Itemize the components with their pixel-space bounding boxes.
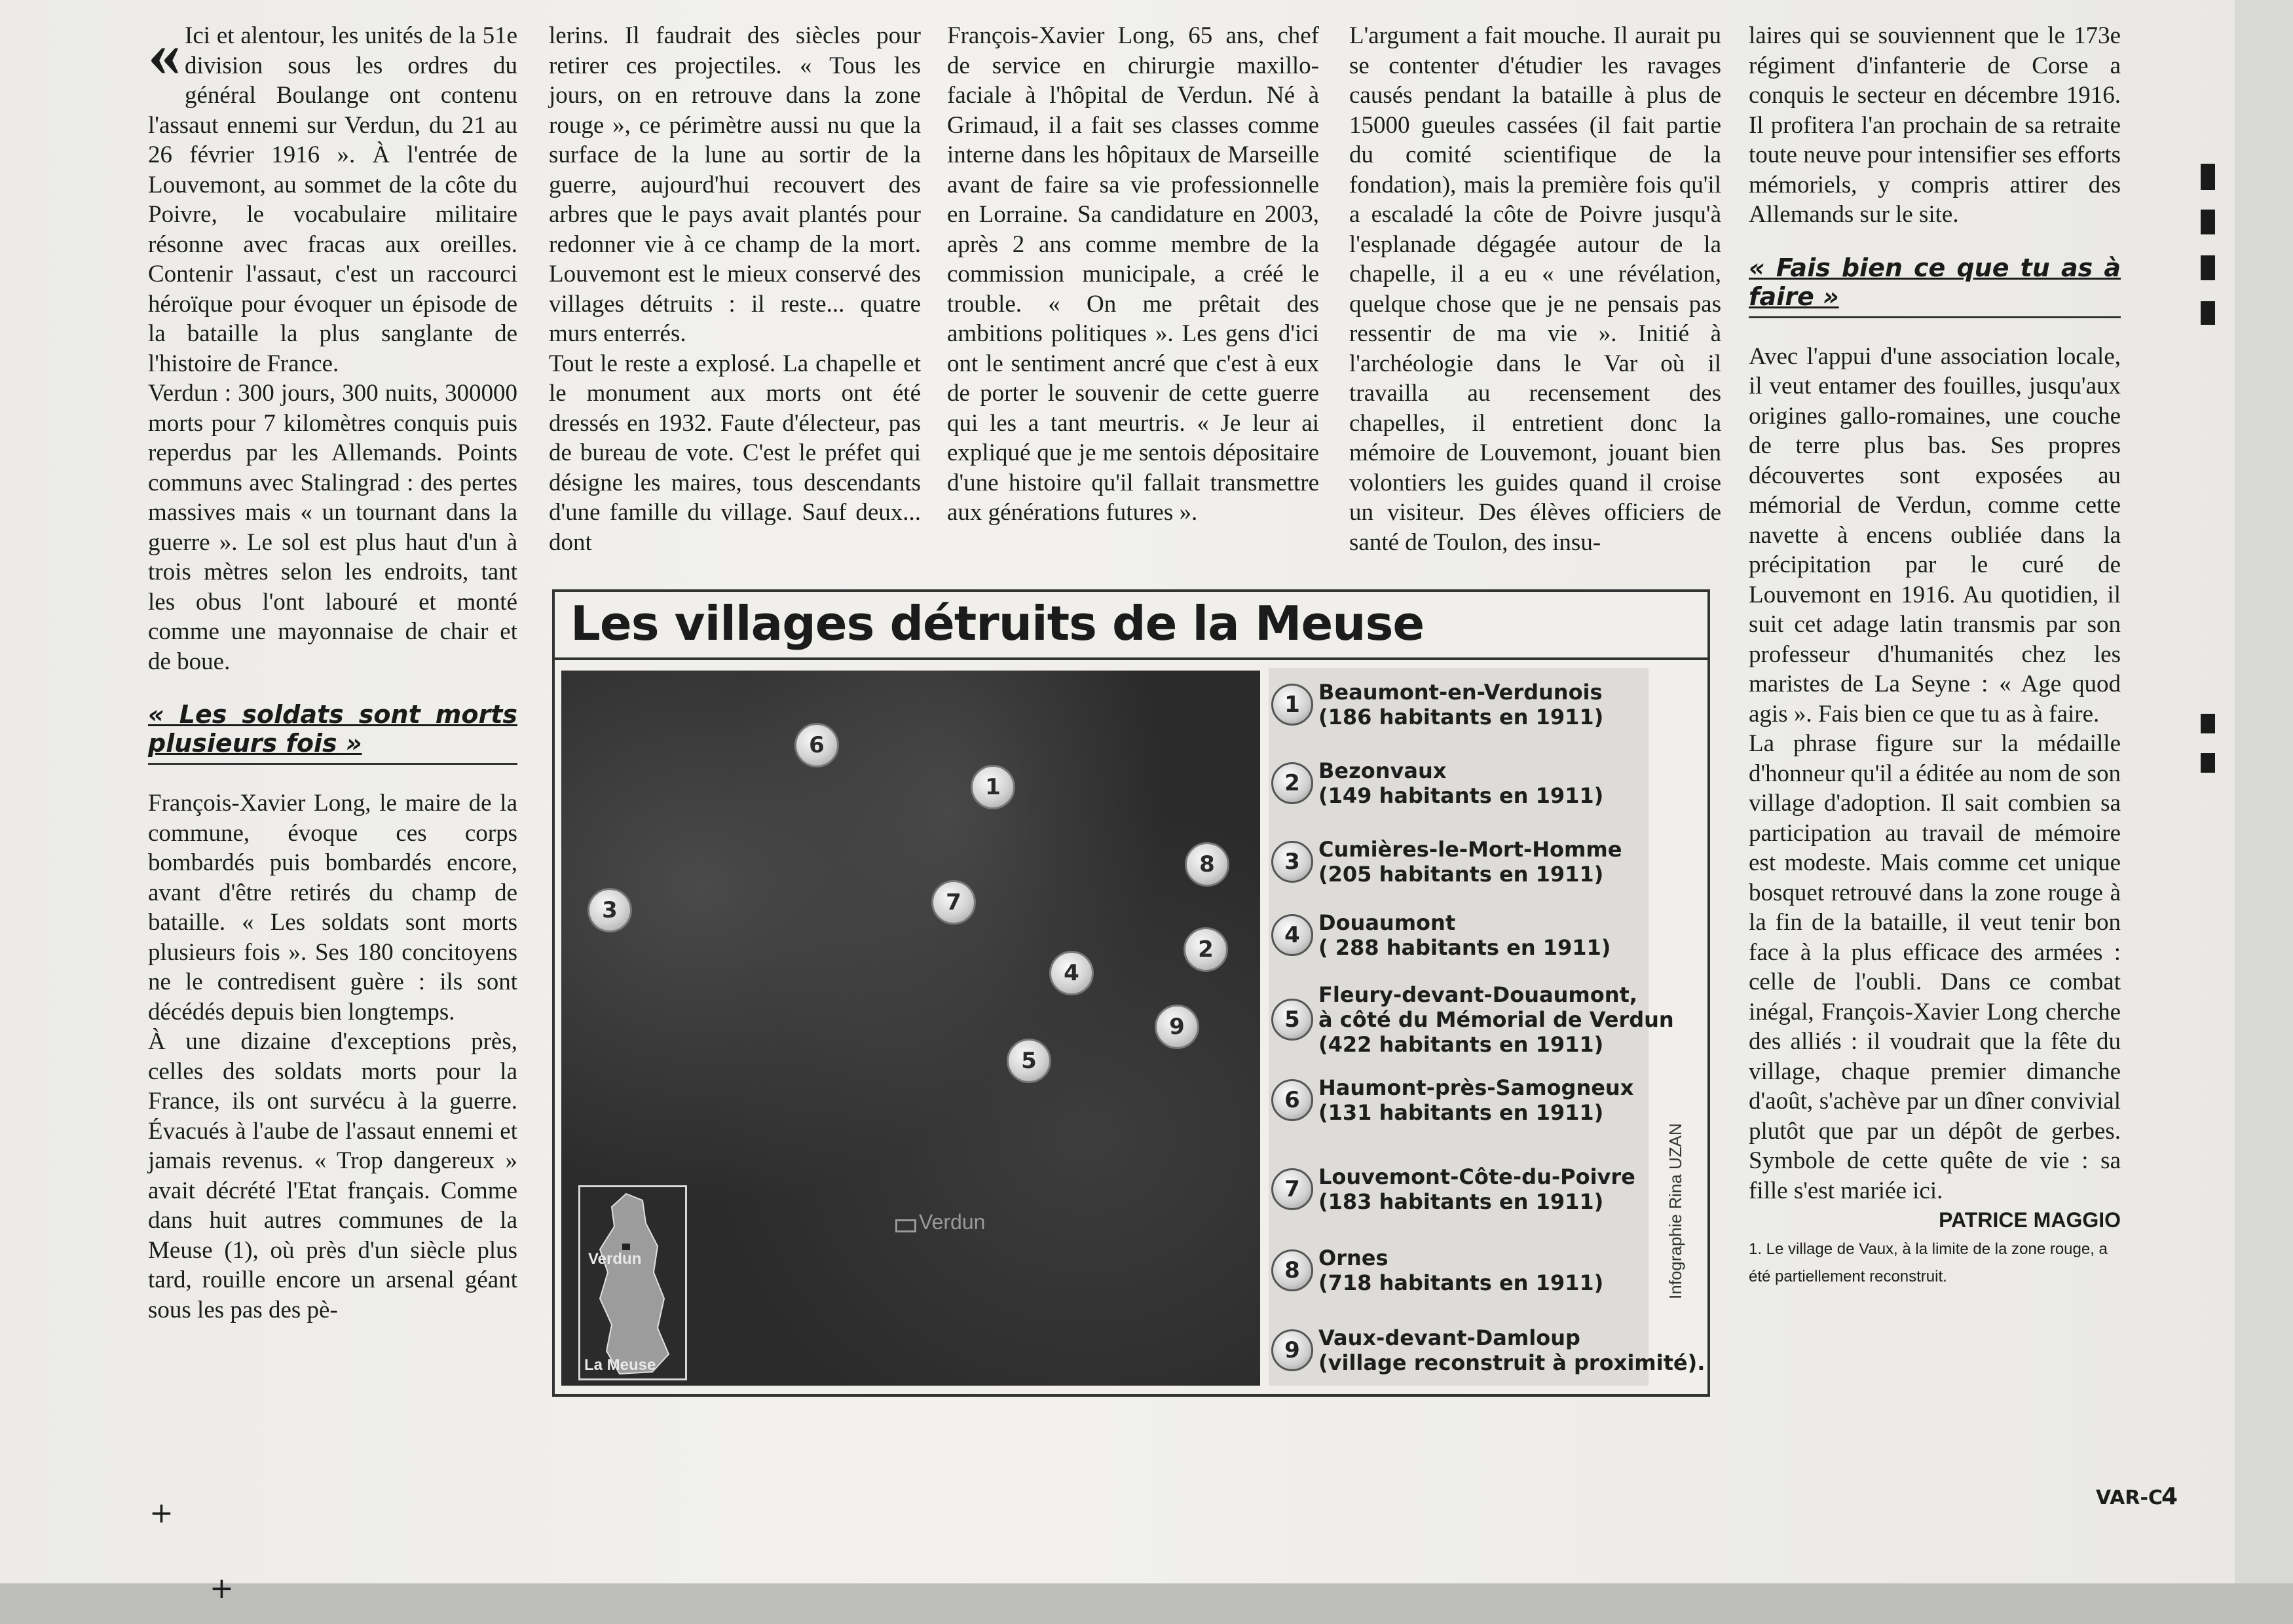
paragraph: lerins. Il faudrait des siècles pour retirer ces projectiles. « Tous les jours, on en retrouve dans la zone rouge », ce périmètre aussi nu que la surface de la lune au sortir de la guerre, aujourd'hui recouvert des arbres que le pays avait plantés pour redonner vie à ce champ de la mort. Louvemont est le mieux conservé des villages détruits : il reste... quatre murs enterrés. <box>549 22 921 347</box>
crop-mark <box>2201 164 2215 190</box>
map-marker: 7 <box>931 880 976 925</box>
legend-text: Ornes (718 habitants en 1911) <box>1318 1246 1604 1295</box>
legend-item <box>1271 758 1603 808</box>
legend-item <box>1271 1246 1603 1295</box>
article-column-5 <box>1749 21 2121 1291</box>
inset-label: La Meuse <box>584 1356 656 1374</box>
page-number: 4 <box>2161 1483 2178 1510</box>
crop-mark <box>2201 753 2215 773</box>
article-intro: « Ici et alentour, les unités de la 51e division sous les ordres du général Boulange ont contenu l'assaut ennemi sur Verdun, du 21 au 26 février 1916 ». À l'entrée de Louvemont, au sommet de la côte du Poivre, le vocabulaire militaire résonne avec fracas aux oreilles. Contenir l'assaut, c'est un raccourci héroïque pour évoquer un épisode de la bataille la plus sanglante de l'histoire de France. <box>148 17 517 377</box>
legend-number: 1 <box>1271 684 1313 726</box>
meuse-inset-map <box>578 1185 687 1380</box>
footnote: 1. Le village de Vaux, à la limite de la zone rouge, a été partiellement reconstruit. <box>1749 1240 2108 1285</box>
legend-text: Cumières-le-Mort-Homme (205 habitants en 1911) <box>1318 837 1622 887</box>
legend-item <box>1271 680 1603 729</box>
legend-text: Beaumont-en-Verdunois (186 habitants en 1911) <box>1318 680 1604 729</box>
meuse-outline-icon <box>580 1187 685 1378</box>
legend-text: Bezonvaux (149 habitants en 1911) <box>1318 758 1604 808</box>
map-marker: 5 <box>1007 1039 1051 1083</box>
author-signature: PATRICE MAGGIO <box>1939 1208 2121 1232</box>
legend-text: Haumont-près-Samogneux (131 habitants en 1911) <box>1318 1075 1634 1125</box>
legend-text: Vaux-devant-Damloup (village reconstruit à proximité). <box>1318 1325 1706 1375</box>
article-column-4 <box>1349 21 1721 557</box>
crop-mark <box>2201 714 2215 733</box>
village-map <box>561 671 1260 1386</box>
map-label: Verdun <box>919 1210 986 1234</box>
paragraph: Avec l'appui d'une association locale, il veut entamer des fouilles, jusqu'aux origines gallo-romaines, une couche de terre plus bas. Ses propres découvertes sont exposées au mémorial de Verdun, comme cette navette à encens oubliée dans la précipitation par le curé de Louvemont en 1916. Au quotidien, il suit cet adage latin transmis par son professeur d'humanités chez les maristes de La Seyne : « Age quod agis ». Fais bien ce que tu as à faire. <box>1749 342 2121 728</box>
paragraph: laires qui se souviennent que le 173e régiment d'infanterie de Corse a conquis le secteur en décembre 1916. Il profitera l'an prochain de sa retraite toute neuve pour intensifier ses efforts mémoriels, y compris attirer des Allemands sur le site. <box>1749 22 2121 228</box>
paragraph: Tout le reste a explosé. La chapelle et le monument aux morts ont été dressés en 1932. Faute d'électeur, pas de bureau de vote. C'est le préfet qui désigne les maires, tous descendants d'une famille du village. Sauf deux... dont <box>549 350 921 556</box>
paragraph: La phrase figure sur la médaille d'honneur qu'il a éditée au nom de son village d'adoption. Il sait combien sa participation au travail de mémoire est modeste. Mais comme cet unique bosquet retrouvé dans la zone rouge à la fin de la bataille, il veut tenir bon face à la plus efficace des armées : celle de l'oubli. Dans ce combat inégal, François-Xavier Long cherche des alliés : il voudrait que la fête du village, chaque premier dimanche d'août, s'achève par un dîner convivial plutôt que par un dépôt de gerbes. Symbole de cette quête de vie : sa fille s'est mariée ici. <box>1749 730 2121 1204</box>
divider <box>555 657 1707 660</box>
drop-cap: « <box>148 17 181 90</box>
crop-mark <box>2201 210 2215 234</box>
paragraph: À une dizaine d'exceptions près, celles des soldats morts pour la France, ils ont survécu à la guerre. Évacués à l'aube de l'assaut ennemi et jamais revenus. « Trop dangereux » avait décrété l'Etat français. Comme dans huit autres communes de la Meuse (1), où près d'un siècle plus tard, rouille encore un arsenal géant sous les pas des pè- <box>148 1028 517 1323</box>
map-marker: 1 <box>971 765 1015 809</box>
inset-label: Verdun <box>588 1250 642 1268</box>
infographic-credit: Infographie Rina UZAN <box>1666 1123 1685 1299</box>
legend-text: Douaumont ( 288 habitants en 1911) <box>1318 910 1611 960</box>
map-marker: 4 <box>1049 951 1094 995</box>
legend-item <box>1271 982 1674 1057</box>
crop-mark <box>2201 255 2215 280</box>
legend-number: 7 <box>1271 1168 1313 1210</box>
article-column-3 <box>947 21 1319 528</box>
map-marker: 3 <box>587 888 632 932</box>
legend-text: Fleury-devant-Douaumont, à côté du Mémorial de Verdun (422 habitants en 1911) <box>1318 982 1674 1057</box>
edition-folio: VAR-C <box>2096 1486 2163 1509</box>
legend-number: 3 <box>1271 841 1313 883</box>
crop-mark: + <box>149 1496 174 1530</box>
legend-number: 2 <box>1271 762 1313 804</box>
map-marker: 6 <box>794 723 839 767</box>
map-marker: 2 <box>1184 927 1228 972</box>
legend-text: Louvemont-Côte-du-Poivre (183 habitants en 1911) <box>1318 1164 1635 1214</box>
legend-number: 4 <box>1271 914 1313 956</box>
crop-mark <box>2201 301 2215 325</box>
paragraph: François-Xavier Long, 65 ans, chef de service en chirurgie maxillo-faciale à l'hôpital de Verdun. Né à Grimaud, il a fait ses classes comme interne dans les hôpitaux de Marseille avant de faire sa vie professionnelle en Lorraine. Sa candidature en 2003, après 2 ans comme membre de la commission municipale, a créé le trouble. « On me prêtait des ambitions politiques ». Les gens d'ici ont le sentiment ancré que c'est à eux de porter le souvenir de cette guerre qui les a tant meurtris. « Je leur ai expliqué que je me sentois dépositaire d'une histoire qu'il fallait transmettre aux générations futures ». <box>947 22 1319 526</box>
legend-item <box>1271 837 1622 887</box>
paragraph: Verdun : 300 jours, 300 nuits, 300000 morts pour 7 kilomètres conquis puis reperdus par les Allemands. Points communs avec Stalingrad : des pertes massives mais « un tournant dans la guerre ». Le sol est plus haut d'un à trois mètres selon les endroits, tant les obus l'ont labouré et monté comme une mayonnaise de chair et de boue. <box>148 380 517 675</box>
legend-number: 9 <box>1271 1329 1313 1371</box>
article-column-1 <box>148 17 517 1325</box>
legend-item <box>1271 1164 1635 1214</box>
crop-mark: + <box>210 1572 234 1605</box>
legend-item <box>1271 1325 1705 1375</box>
subheading: « Fais bien ce que tu as à faire » <box>1749 253 2121 318</box>
article-column-2 <box>549 21 921 557</box>
legend-number: 6 <box>1271 1079 1313 1121</box>
map-marker: 9 <box>1155 1005 1199 1049</box>
legend-number: 5 <box>1271 999 1313 1041</box>
verdun-marker <box>895 1219 916 1232</box>
legend-number: 8 <box>1271 1249 1313 1291</box>
scan-border <box>0 1583 2293 1624</box>
paragraph: François-Xavier Long, le maire de la commune, évoque ces corps bombardés puis bombardés encore, avant d'être retirés du champ de bataille. « Les soldats sont morts plusieurs fois ». Ses 180 concitoyens ne le contredisent guère : ils sont décédés depuis bien longtemps. <box>148 790 517 1025</box>
subheading: « Les soldats sont morts plusieurs fois » <box>148 700 517 765</box>
infographic-title: Les villages détruits de la Meuse <box>570 596 1425 651</box>
page-edge <box>2235 0 2293 1624</box>
map-marker: 8 <box>1185 842 1229 887</box>
infographic <box>552 589 1710 1397</box>
legend-item <box>1271 910 1611 960</box>
paragraph: L'argument a fait mouche. Il aurait pu se contenter d'étudier les ravages causés pendant la bataille à plus de 15000 gueules cassées (il fait partie du comité scientifique de la fondation), mais la première fois qu'il a escaladé la côte de Poivre jusqu'à l'esplanade dégagée autour de la chapelle, il a eu « une révélation, quelque chose que je ne pensais pas ressentir de ma vie ». Initié à l'archéologie dans le Var où il travailla au recensement des chapelles, il entretient donc la mémoire de Louvemont, jouant bien volontiers les guides quand il croise un visiteur. Des élèves officiers de santé de Toulon, des insu- <box>1349 22 1721 556</box>
legend-item <box>1271 1075 1633 1125</box>
